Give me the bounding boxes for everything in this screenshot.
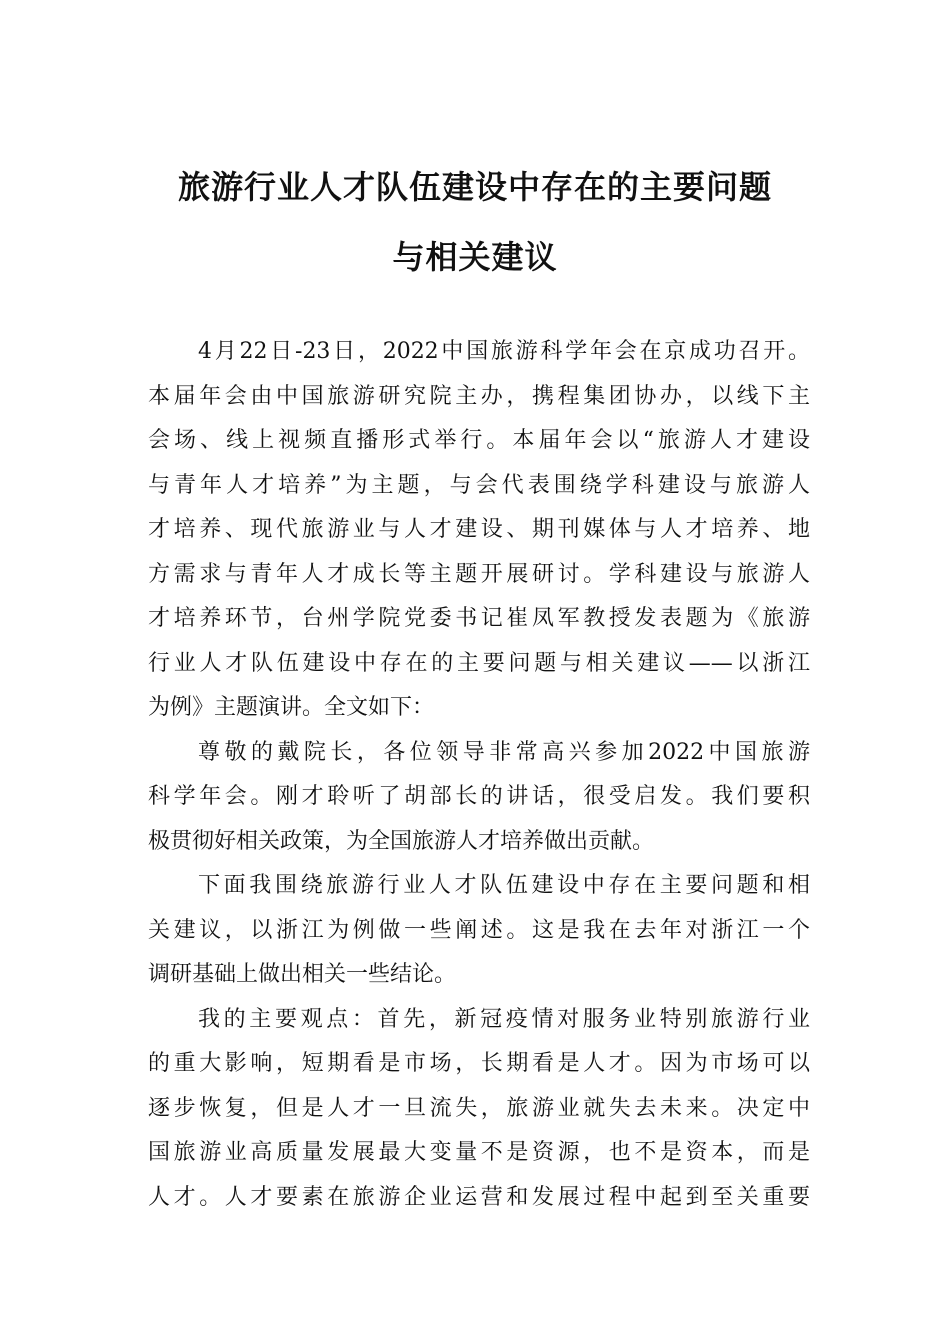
text-line: 科学年会。刚才聆听了胡部长的讲话，很受启发。我们要积: [148, 784, 810, 809]
document-title-line-2: 与相关建议: [392, 238, 558, 276]
text-line: 为例》主题演讲。全文如下：: [148, 695, 435, 720]
text-line: 我的主要观点：首先，新冠疫情对服务业特别旅游行业: [198, 1006, 810, 1032]
text-line: 才培养、现代旅游业与人才建设、期刊媒体与人才培养、地: [148, 517, 810, 542]
document-body: [148, 330, 810, 1220]
text-line: 人才。人才要素在旅游企业运营和发展过程中起到至关重要: [148, 1184, 810, 1210]
paragraph: [148, 330, 810, 731]
text-line: 本届年会由中国旅游研究院主办，携程集团协办，以线下主: [148, 383, 810, 409]
text-line: 下面我围绕旅游行业人才队伍建设中存在主要问题和相: [198, 873, 810, 898]
document-title-line-1: 旅游行业人才队伍建设中存在的主要问题: [177, 168, 772, 206]
paragraph: [148, 731, 810, 865]
text-line: 尊敬的戴院长，各位领导非常高兴参加2022中国旅游: [198, 739, 810, 765]
text-line: 4月22日-23日，2022中国旅游科学年会在京成功召开。: [198, 339, 810, 364]
text-line: 方需求与青年人才成长等主题开展研讨。学科建设与旅游人: [148, 561, 810, 587]
text-line: 调研基础上做出相关一些结论。: [148, 962, 457, 987]
text-line: 国旅游业高质量发展最大变量不是资源，也不是资本，而是: [148, 1140, 810, 1165]
paragraph: [148, 864, 810, 998]
text-line: 关建议，以浙江为例做一些阐述。这是我在去年对浙江一个: [148, 917, 810, 943]
text-line: 会场、线上视频直播形式举行。本届年会以“旅游人才建设: [148, 428, 810, 453]
text-line: 行业人才队伍建设中存在的主要问题与相关建议——以浙江: [148, 650, 810, 676]
text-line: 与青年人才培养”为主题，与会代表围绕学科建设与旅游人: [148, 472, 810, 498]
paragraph: [148, 998, 810, 1221]
text-line: 极贯彻好相关政策，为全国旅游人才培养做出贡献。: [148, 828, 655, 854]
text-line: 的重大影响，短期看是市场，长期看是人才。因为市场可以: [148, 1051, 810, 1076]
text-line: 才培养环节，台州学院党委书记崔凤军教授发表题为《旅游: [148, 606, 810, 631]
text-line: 逐步恢复，但是人才一旦流失，旅游业就失去未来。决定中: [148, 1095, 810, 1121]
